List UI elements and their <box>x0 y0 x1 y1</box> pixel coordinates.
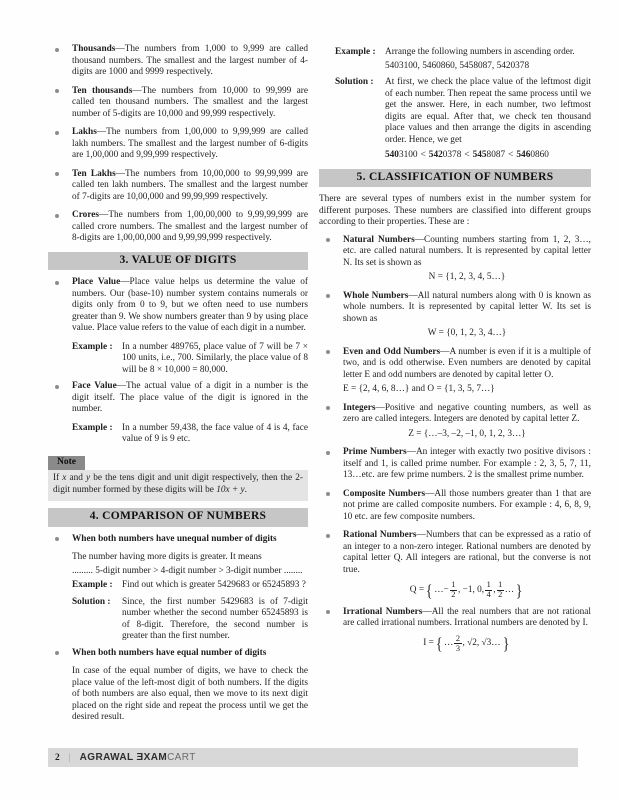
close-brace: } <box>502 634 509 654</box>
solution-label: Solution : <box>335 77 374 87</box>
list-item-text: Lakhs—The numbers from 1,00,000 to 9,99,999 are called lakh numbers. The smallest and the largest number of 6-digits are 1,00,000 and 9,99,999 respectively. <box>72 127 308 160</box>
list-item-text: Crores—The numbers from 1,00,00,000 to 9,99,99,999 are called crore numbers. The smallest and the largest number of 8-digits are 1,00,00,000 and 9,99,99,999 respectively. <box>72 210 308 243</box>
bullet-icon <box>55 537 59 541</box>
note-tab: Note <box>48 456 85 471</box>
list-item-lakhs <box>48 127 308 162</box>
natural-set-formula: N = {1, 2, 3, 4, 5…} <box>428 272 506 282</box>
example-text: Arrange the following numbers in ascending order. <box>385 47 575 57</box>
fraction: $\frac{1}{2}$ <box>451 580 456 600</box>
bullet-icon <box>326 350 330 354</box>
fraction: $\frac{2}{3}$ <box>455 633 460 653</box>
list-item-natural-numbers: Natural Numbers—Counting numbers starting from 1, 2, 3…, etc. are called natural numbers. It is represented by capital letter N. Its set is shown as N = {1, 2, 3, 4, 5…} <box>319 235 591 284</box>
list-item-ten-thousands <box>48 86 308 121</box>
open-brace: { <box>425 580 433 600</box>
two-column-layout <box>48 44 591 730</box>
solution-block <box>72 597 308 643</box>
list-item-rational-numbers: Rational Numbers—Numbers that can be expressed as a ratio of an integer to a non-zero integer. Rational numbers are denoted by capital letter Q. All integers are rational, but the converse is not true. Q = { …− $\frac{1}{2}$ , −1, 0, $\frac{1}{4}$ , $\frac{1}{2}$ … } <box>319 530 591 600</box>
bullet-icon <box>326 492 330 496</box>
bullet-icon <box>326 534 330 538</box>
bullet-icon <box>55 48 59 52</box>
list-item-text: Ten Lakhs—The numbers from 10,00,000 to 99,99,999 are called ten lakh numbers. The smallest and the largest number of 7-digits are 10,00,000 and 99,99,999 respectively. <box>72 168 308 202</box>
list-item-place-value <box>48 277 308 335</box>
list-item-text: Face Value—The actual value of a digit in a number is the digit itself. The place value of the digit is ignored in the number. <box>72 381 308 414</box>
publisher-logo: AGRAWAL ƎXAMCART <box>79 752 196 763</box>
example-label: Example : <box>72 341 113 352</box>
example-block <box>72 580 308 592</box>
example-label: Example : <box>72 580 113 590</box>
bullet-icon <box>326 238 330 242</box>
right-column <box>319 44 591 730</box>
bullet-icon <box>55 214 59 218</box>
bullet-icon <box>55 131 59 135</box>
irrational-set-formula: I = { … $\frac{2}{3}$ , √2, √3… } <box>423 633 509 654</box>
bullet-icon <box>326 610 330 614</box>
example-text: Find out which is greater 5429683 or 65245893 ? <box>122 580 306 590</box>
list-item-face-value <box>48 381 308 416</box>
bullet-icon <box>55 385 59 389</box>
example-label: Example : <box>72 422 113 433</box>
solution-text: Since, the first number 5429683 is of 7-digit number whether the second number 65245893 is of 8-digit. Therefore, the second number is greater than the first number. <box>122 596 308 641</box>
bullet-icon <box>55 651 59 655</box>
bullet-icon <box>55 89 59 93</box>
list-item-crores <box>48 210 308 245</box>
section-5-intro: There are several types of numbers exist in the number system for different purposes. These numbers are classified into different groups according to their properties. These are : <box>319 194 591 227</box>
section-3-header: 3. VALUE OF DIGITS <box>48 252 308 271</box>
body-text: The number having more digits is greater. It means <box>72 552 262 562</box>
page-footer <box>48 748 578 767</box>
solution-label: Solution : <box>72 596 111 607</box>
integer-set-formula: Z = {…–3, –2, –1, 0, 1, 2, 3…} <box>408 428 526 439</box>
example-label: Example : <box>335 47 376 57</box>
bullet-icon <box>55 172 59 176</box>
whole-set-formula: W = {0, 1, 2, 3, 4…} <box>427 328 507 338</box>
rational-set-formula: Q = { …− $\frac{1}{2}$ , −1, 0, $\frac{1}{4}$ , $\frac{1}{2}$ … } <box>409 580 523 600</box>
section-5-header: 5. CLASSIFICATION OF NUMBERS <box>319 169 591 188</box>
example-block <box>335 47 591 72</box>
list-item-ten-lakhs <box>48 169 308 204</box>
example-text: In a number 59,438, the face value of 4 is 4, face value of 9 is 9 etc. <box>122 422 308 444</box>
solution-text: At first, we check the place value of the leftmost digit of each number. Then repeat the same process until we get the answer. Here, in each number, two leftmost digits are equal. After that, we check ten thousand place values and then arrange the digits in ascending order. Hence, we get <box>385 77 591 145</box>
example-block <box>72 423 308 446</box>
example-block <box>72 342 308 377</box>
bullet-icon <box>326 451 330 455</box>
subheading-equal-digits: When both numbers have equal number of digits <box>48 648 308 660</box>
solution-block <box>335 77 591 162</box>
open-brace: { <box>435 634 443 654</box>
list-item-text: Ten thousands—The numbers from 10,000 to 99,999 are called ten thousand numbers. The smallest and the largest number of 5-digits are 10,000 and 99,999 respectively. <box>72 85 308 119</box>
close-brace: } <box>515 580 523 600</box>
list-item-integers: Integers—Positive and negative counting numbers, as well as zero are called integers. Integers are denoted by capital letter Z. Z = {…–3, –2, –1, 0, 1, 2, 3…} <box>319 403 591 441</box>
page-number: 2 <box>55 752 60 763</box>
list-item-irrational-numbers: Irrational Numbers—All the real numbers that are not rational are called irrational numbers. Irrational numbers are denoted by I. I = { … $\frac{2}{3}$ , √2, √3… } <box>319 607 591 654</box>
list-item-whole-numbers: Whole Numbers—All natural numbers along with 0 is known as whole numbers. It is represented by capital letter W. Its set is shown as W = {0, 1, 2, 3, 4…} <box>319 291 591 340</box>
list-item-composite-numbers: Composite Numbers—All those numbers greater than 1 that are not prime are called composite numbers. For example : 4, 6, 8, 9, 10 etc. are few composite numbers. <box>319 489 591 524</box>
subheading-unequal-digits: When both numbers have unequal number of digits <box>48 534 308 546</box>
body-text: ......... 5-digit number > 4-digit number > 3-digit number ........ <box>72 565 303 576</box>
list-item-even-odd-numbers: Even and Odd Numbers—A number is even if it is a multiple of two, and is odd otherwise. Even numbers are denoted by capital letter E and odd numbers are denoted by capital letter O. E = {2, 4, 6, 8…} and O = {1, 3, 5, 7…} <box>319 347 591 396</box>
bullet-icon <box>55 281 59 285</box>
list-item-thousands <box>48 44 308 79</box>
bullet-icon <box>326 294 330 298</box>
even-odd-set-formula: E = {2, 4, 6, 8…} and O = {1, 3, 5, 7…} <box>343 384 495 394</box>
example-text: In a number 489765, place value of 7 will be 7 × 100 units, i.e., 700. Similarly, the place value of 8 will be 8 × 10,000 = 80,000. <box>122 341 308 375</box>
list-item-prime-numbers: Prime Numbers—An integer with exactly two positive divisors : itself and 1, is called prime number. For example : 2, 3, 5, 7, 11, 13…etc. are few prime numbers. 2 is the smallest prime number. <box>319 447 591 482</box>
fraction: $\frac{1}{4}$ <box>486 580 491 600</box>
bullet-icon <box>326 406 330 410</box>
list-item-text: Place Value—Place value helps us determine the value of numbers. Our (base-10) number system contains numerals or digits only from 0 to 9, but we often need to use numbers greater than 9. We show numbers greater than 9 by using place value. Place value refers to the value of each digit in a number. <box>72 277 308 333</box>
fraction: $\frac{1}{2}$ <box>498 580 503 600</box>
list-item-text: Thousands—The numbers from 1,000 to 9,999 are called thousand numbers. The smallest and the largest number of 4-digits are 1000 and 9999 respectively. <box>72 44 308 77</box>
left-column <box>48 44 308 730</box>
footer-divider: | <box>68 752 71 763</box>
ascending-order-result: 5403100 < 5420378 < 5458087 < 5460860 <box>385 150 549 160</box>
note-body: If x and y be the tens digit and unit digit respectively, then the 2-digit number formed by these digits will be 10x + y. <box>48 470 308 501</box>
example-numbers: 5403100, 5460860, 5458087, 5420378 <box>385 60 530 71</box>
body-text: In case of the equal number of digits, we have to check the place value of the left-most digit of both numbers. If the digits of both numbers are also equal, then we move to its next digit placed on the right side and repeat the process until we get the desired result. <box>72 666 308 722</box>
section-4-header: 4. COMPARISON OF NUMBERS <box>48 508 308 527</box>
